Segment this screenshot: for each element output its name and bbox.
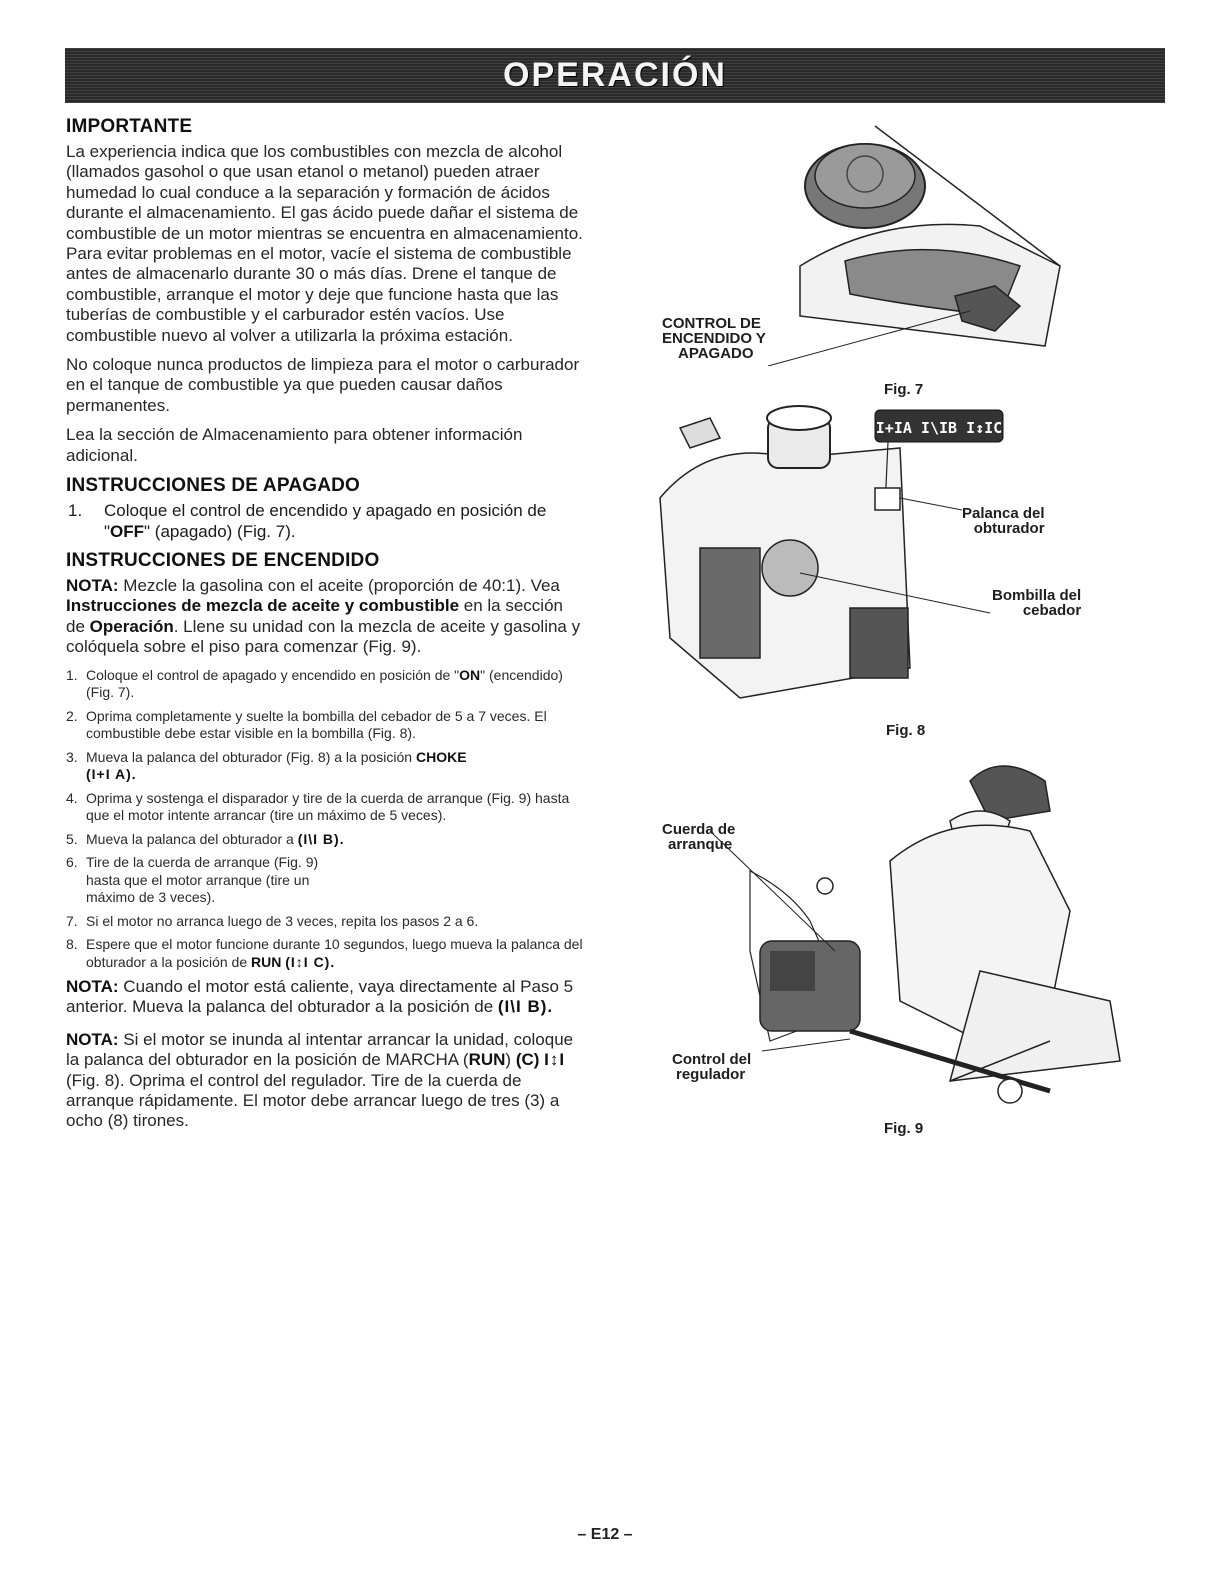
encendido-nota-2: NOTA: Cuando el motor está caliente, vaya directamente al Paso 5 anterior. Mueva la palanca del obturador a la posición de (I\I B). (66, 977, 574, 1017)
fig9-throttle-label: Control del regulador (672, 1051, 752, 1083)
figures-column (650, 116, 1170, 1156)
choke-symbol: (I+I A). (86, 766, 137, 783)
svg-text:I+IA I\IB I↕IC: I+IA I\IB I↕IC (875, 419, 1003, 437)
half-choke-symbol: (I\I B). (297, 830, 345, 847)
section-banner (65, 48, 1165, 103)
importante-paragraph-2: No coloque nunca productos de limpieza para el motor o carburador en el tanque de combustible ya que pueden causar daños permanentes. (66, 355, 580, 415)
fig8-choke-label: Palanca del obturador (962, 505, 1045, 537)
encendido-step-1: 1. Coloque el control de apagado y encendido en posición de "ON" (encendido)(Fig. 7). (66, 666, 563, 701)
fig7-caption: Fig. 7 (884, 381, 924, 398)
fig9-caption: Fig. 9 (884, 1120, 924, 1137)
importante-paragraph-1: La experiencia indica que los combustibles con mezcla de alcohol (llamados gasohol o que usan etanol o metanol) pueden atraer humedad lo cual conduce a la separación y formación de ácidos durante el almacenamiento. El gas ácido puede dañar el sistema de combustible de un motor mientras se encuentra en almacenamiento. Para evitar problemas en el motor, vacíe el sistema de combustible antes de almacenarlo durante 30 o más días. Drene el tanque de combustible, arranque el motor y deje que funcione hasta que las tuberías de combustible y el carburador estén vacíos. Use combustible nuevo al volver a utilizarla la próxima estación. (66, 142, 583, 345)
fig8-primer-label: Bombilla del cebador (992, 587, 1082, 619)
fig9-rope-label: Cuerda de arranque (662, 821, 736, 853)
encendido-step-8: 8. Espere que el motor funcione durante 10 segundos, luego mueva la palanca del obturador a la posición de RUN (I↕I C). (66, 936, 583, 970)
importante-paragraph-3: Lea la sección de Almacenamiento para obtener información adicional. (66, 425, 523, 465)
fig8-illustration (650, 398, 1170, 718)
encendido-step-4: 4. Oprima y sostenga el disparador y tire de la cuerda de arranque (Fig. 9) hasta que el motor intente arrancar (tire un máximo de 5 veces). (66, 789, 570, 824)
encendido-step-3: 3. Mueva la palanca del obturador (Fig. 8) a la posición CHOKE (I+I A). (66, 748, 467, 783)
encendido-step-6: 6. Tire de la cuerda de arranque (Fig. 9) hasta que el motor arranque (tire un máximo de 3 veces). (66, 854, 319, 906)
encendido-nota-3: NOTA: Si el motor se inunda al intentar arrancar la unidad, coloque la palanca del obturador en la posición de MARCHA (RUN) (C) I↕I (Fig. 8). Oprima el control del regulador. Tire de la cuerda de arranque rápidamente. El motor debe arrancar luego de tres (3) a ocho (8) tirones. (66, 1029, 574, 1131)
encendido-step-7: 7. Si el motor no arranca luego de 3 veces, repita los pasos 2 a 6. (66, 912, 479, 929)
fig8-caption: Fig. 8 (886, 722, 926, 739)
encendido-nota: NOTA: Mezcle la gasolina con el aceite (proporción de 40:1). Vea Instrucciones de mezcla de aceite y combustible en la sección de Operación. Llene su unidad con la mezcla de aceite y gasolina y colóquela sobre el piso para comenzar (Fig. 9). (66, 575, 581, 657)
encendido-step-2: 2. Oprima completamente y suelte la bombilla del cebador de 5 a 7 veces. El combustible debe estar visible en la bombilla (Fig. 8). (66, 707, 547, 742)
page-number: – E12 – (577, 1526, 633, 1543)
encendido-step-5: 5. Mueva la palanca del obturador a (I\I B). (66, 830, 345, 847)
encendido-steps (66, 667, 586, 972)
text-column (66, 116, 586, 1141)
apagado-heading: INSTRUCCIONES DE APAGADO (66, 475, 361, 497)
fig7-label: CONTROL DE ENCENDIDO Y APAGADO (662, 315, 766, 362)
apagado-step-1: 1. Coloque el control de encendido y apagado en posición de "OFF" (apagado) (Fig. 7). (68, 501, 547, 541)
run-symbol: (I↕I C). (285, 953, 336, 970)
apagado-steps (66, 501, 586, 542)
encendido-heading: INSTRUCCIONES DE ENCENDIDO (66, 549, 380, 571)
importante-heading: IMPORTANTE (66, 116, 193, 137)
section-title: OPERACIÓN (503, 56, 727, 94)
